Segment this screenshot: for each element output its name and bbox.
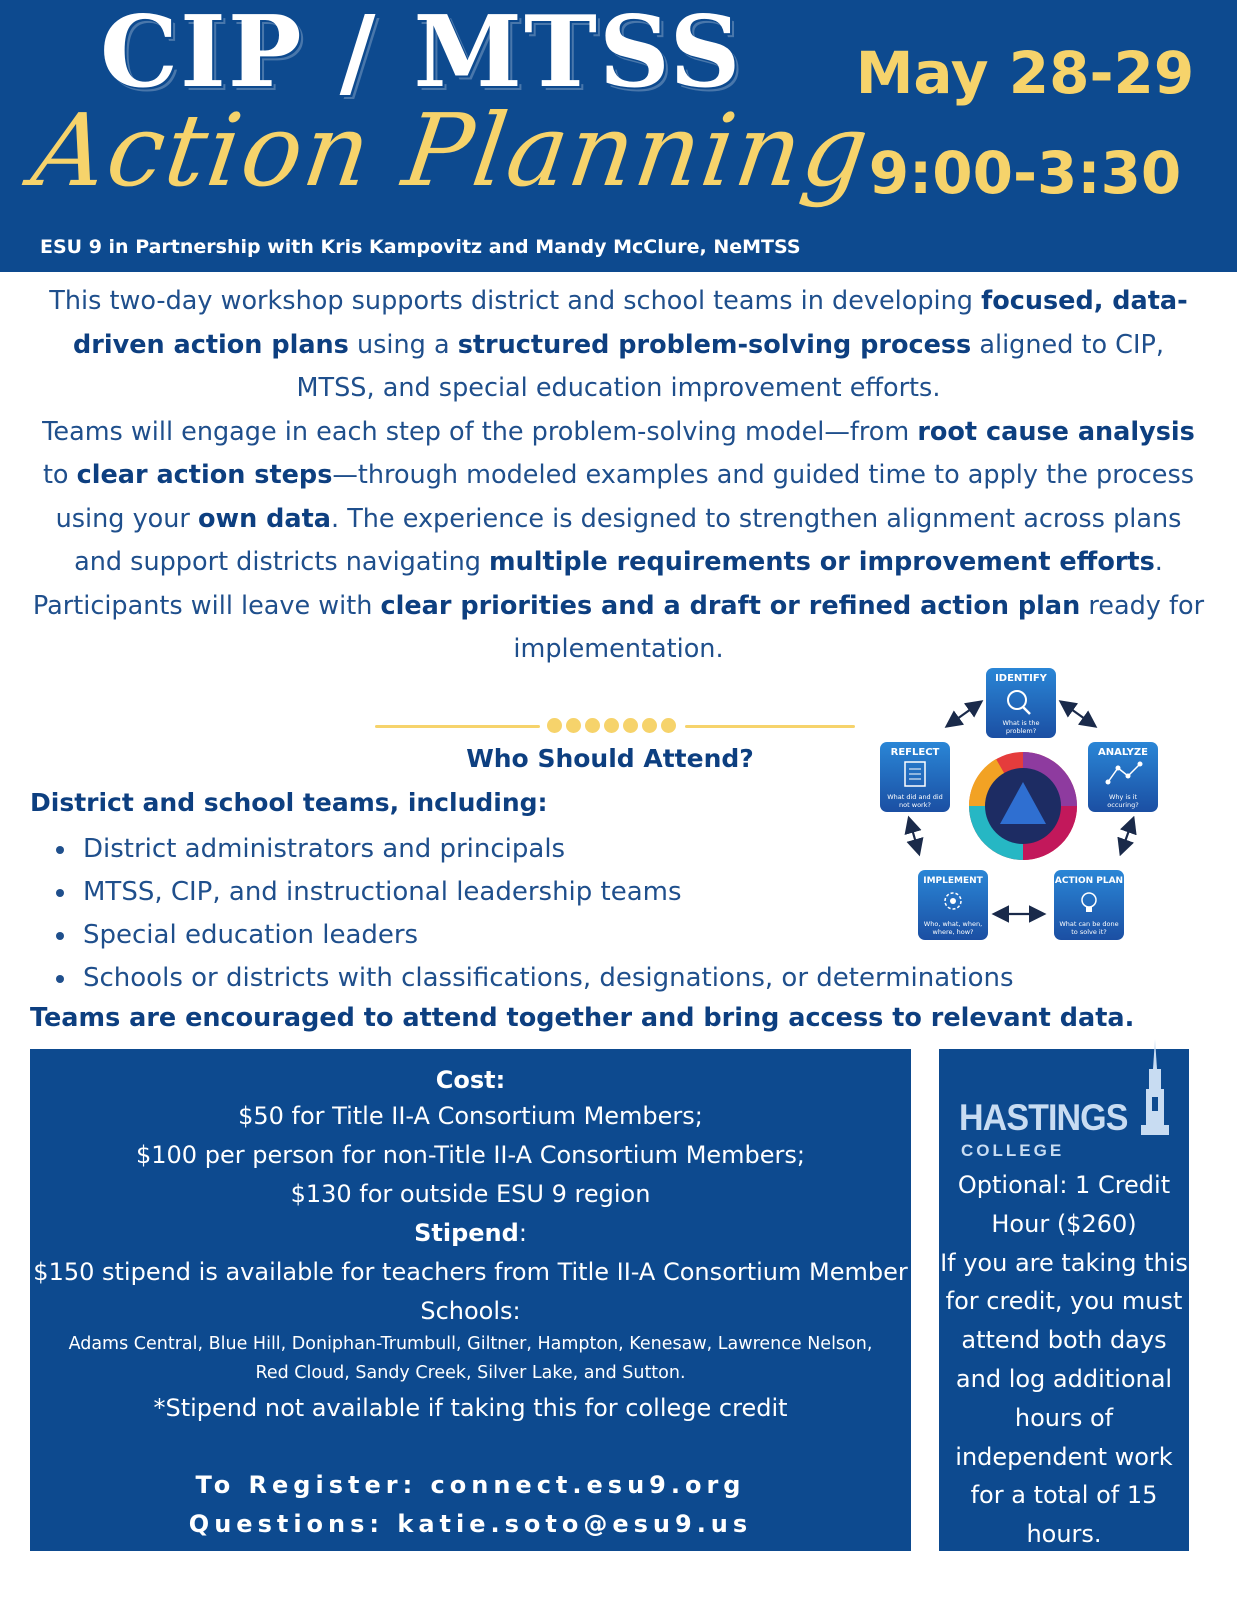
intro-text: ready for implementation. [513,590,1205,664]
tower-icon [1137,1039,1173,1139]
intro-text: . The experience is designed to strengthen alignment across plans and support districts navigating [74,503,1182,577]
stipend-line: Schools: [420,1297,521,1325]
credit-details [939,1166,1189,1554]
cycle-step-reflect [880,742,950,812]
svg-text:occuring?: occuring? [1107,801,1139,809]
intro-text: . [1154,547,1163,577]
event-date: May 28-29 [855,39,1195,107]
logo-name: HASTINGS [959,1097,1128,1138]
bullet-icon [56,846,64,854]
intro-text: aligned to CIP, MTSS, and special education improvement efforts. [296,329,1164,403]
cycle-step-implement [918,870,988,940]
schools-list: Adams Central, Blue Hill, Doniphan-Trumbull, Giltner, Hampton, Kenesaw, Lawrence Nelson, [68,1334,873,1354]
hastings-college-logo [959,1089,1174,1159]
bullet-icon [56,889,64,897]
credit-line: hours of [1014,1403,1114,1432]
list-item-text: District administrators and principals [83,834,566,864]
svg-text:Why is it: Why is it [1108,793,1138,801]
credit-line: independent work [955,1442,1173,1471]
credit-line: If you are taking this [940,1248,1188,1277]
cost-heading: Cost: [435,1066,506,1094]
bullet-icon [56,932,64,940]
list-item-text: MTSS, CIP, and instructional leadership teams [83,877,682,907]
svg-text:What is the: What is the [1002,719,1040,727]
partnership-subtitle: ESU 9 in Partnership with Kris Kampovitz and Mandy McClure, NeMTSS [40,236,801,258]
intro-emphasis: clear priorities and a draft or refined action plan [380,590,1081,621]
intro-emphasis: root cause analysis [917,416,1195,447]
list-item-text: Schools or districts with classifications, designations, or determinations [83,963,1014,993]
college-credit-panel [939,1049,1189,1551]
schools-list: Red Cloud, Sandy Creek, Silver Lake, and Sutton. [255,1363,686,1383]
intro-text: using a [348,329,458,360]
intro-emphasis: structured problem-solving process [457,329,972,360]
svg-text:where, how?: where, how? [932,928,974,936]
svg-text:REFLECT: REFLECT [890,747,940,758]
stipend-colon: : [518,1219,527,1247]
cost-non-member: $100 per person for non-Title II-A Consortium Members; [136,1141,805,1169]
credit-line: hours. [1026,1520,1102,1549]
svg-text:ANALYZE: ANALYZE [1098,747,1148,758]
header-banner [0,0,1237,272]
intro-text: This two-day workshop supports district and school teams in developing [49,286,982,316]
logo-sub: COLLEGE [961,1141,1065,1160]
teams-heading: District and school teams, including: [30,788,548,817]
svg-text:Who, what, when,: Who, what, when, [923,920,983,928]
cycle-step-action-plan [1054,870,1124,940]
list-item [50,828,1014,871]
intro-text: Participants will leave with [32,590,381,621]
cost-info-panel [30,1049,911,1551]
questions-email[interactable]: Questions: katie.soto@esu9.us [188,1510,753,1538]
intro-emphasis: clear action steps [76,460,333,490]
title-line-2: Action Planning [25,92,878,209]
svg-text:ACTION PLAN: ACTION PLAN [1054,876,1124,886]
svg-text:problem?: problem? [1005,727,1037,735]
intro-emphasis: focused, data-driven action plans [73,286,1188,360]
attendee-list [50,828,1014,1000]
credit-line: Optional: 1 Credit [957,1171,1171,1199]
workshop-description [30,280,1207,672]
cycle-step-identify [986,668,1056,738]
stipend-label: Stipend [414,1219,519,1247]
intro-text: to [42,460,77,490]
stipend-note: *Stipend not available if taking this for college credit [153,1394,788,1422]
credit-line: for a total of 15 [970,1481,1158,1510]
svg-text:IDENTIFY: IDENTIFY [995,673,1047,684]
cycle-step-analyze [1088,742,1158,812]
list-item [50,957,1014,1000]
list-item-text: Special education leaders [83,920,419,950]
register-link[interactable]: To Register: connect.esu9.org [195,1471,746,1499]
svg-text:not work?: not work? [899,801,931,809]
decorative-divider [375,718,855,734]
cost-member: $50 for Title II-A Consortium Members; [238,1102,703,1130]
intro-text: Teams will engage in each step of the problem-solving model—from [42,416,918,447]
svg-text:What can be done: What can be done [1059,920,1119,928]
who-should-attend-heading: Who Should Attend? [466,744,754,773]
credit-line: and log additional [955,1364,1173,1393]
event-time: 9:00-3:30 [868,139,1182,207]
attend-together-note: Teams are encouraged to attend together and bring access to relevant data. [30,1003,1135,1033]
credit-line: attend both days [961,1326,1167,1355]
intro-text: —through modeled examples and guided time to apply the process using your [55,460,1195,534]
stipend-heading [30,1219,911,1247]
credit-line: Hour ($260) [991,1209,1137,1238]
cost-outside-region: $130 for outside ESU 9 region [290,1180,651,1208]
intro-emphasis: own data [198,503,331,534]
stipend-line: $150 stipend is available for teachers from Title II-A Consortium Member [33,1258,908,1286]
list-item [50,871,1014,914]
svg-text:What did and did: What did and did [887,793,943,801]
title-line-1: CIP / MTSS [100,0,743,110]
intro-emphasis: multiple requirements or improvement efforts [489,547,1155,577]
cycle-center-icon [969,752,1077,860]
credit-line: for credit, you must [945,1287,1183,1316]
svg-text:to solve it?: to solve it? [1071,928,1107,936]
list-item [50,914,1014,957]
bullet-icon [56,975,64,983]
problem-solving-cycle-diagram [878,664,1168,944]
svg-text:IMPLEMENT: IMPLEMENT [923,876,983,886]
